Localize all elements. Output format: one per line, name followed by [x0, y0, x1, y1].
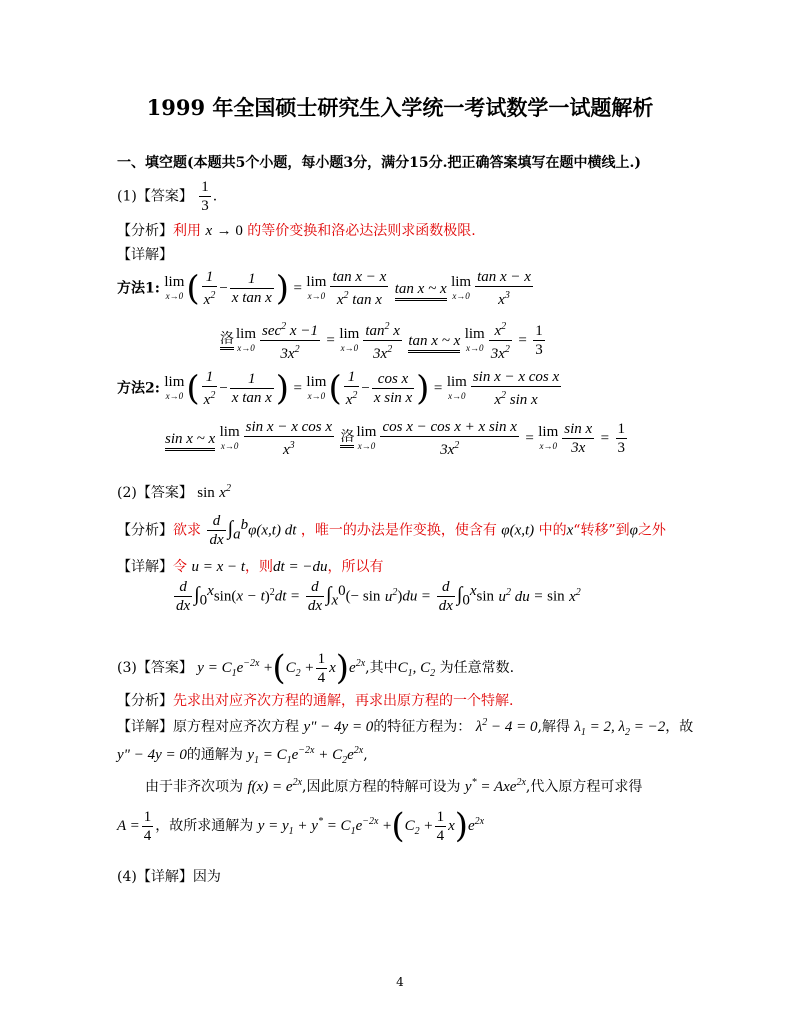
q1-method1-line1: 方法1: lim x→0 ( $\frac{1}{x^2}$ − $\frac{1}{\text{x tan x}}$ ) = lim x→0 $\frac{\text{tan x − x}}{x^2 \tan x}$ tan x ~ x lim x→0 $\frac{\text{tan x − x}}{x^3}$	[117, 268, 531, 309]
q3-number: (3)	[117, 660, 137, 676]
q2-number: (2)	[117, 485, 137, 501]
detail-tag: 【详解】	[136, 869, 193, 885]
analysis-tag: 【分析】	[117, 522, 173, 539]
q1-analysis: 【分析】利用 x → 0 的等价变换和洛必达法则求函数极限.	[117, 223, 476, 239]
section-heading: 一、填空题(本题共5个小题，每小题3分，满分15分.把正确答案填写在题中横线上.)	[117, 155, 641, 171]
q1-number: (1)	[117, 188, 137, 205]
analysis-tag: 【分析】	[117, 223, 173, 239]
q3-answer: (3)【答案】 $y = C_1e^{-2x} +(C_2$ + $\frac{1}{4}$ $x)e^{2x}$,其中$C_1$, $C_2$ 为任意常数.	[117, 648, 515, 688]
q3-detail-line2: y" − 4y = 0的通解为 $y_1 = C_1e^{-2x} + C_2e^{2x}$,	[117, 745, 368, 766]
q1-answer: (1)【答案】 $\frac{1}{3}$ .	[117, 179, 218, 214]
detail-tag: 【详解】	[117, 559, 173, 575]
analysis-tag: 【分析】	[117, 693, 173, 709]
q3-detail-line4: A = $\frac{1}{4}$ ，故所求通解为 $y = y_1 + y^* = C_1e^{-2x} +(C_2$ + $\frac{1}{4}$ $x)e^{2x}$	[117, 806, 485, 846]
q2-answer: (2)【答案】 $\sin x^2$	[117, 483, 231, 501]
q4-detail: (4)【详解】因为	[117, 869, 221, 885]
q3-analysis: 【分析】先求出对应齐次方程的通解，再求出原方程的一个特解.	[117, 693, 514, 709]
q1-detail-tag: 【详解】	[117, 247, 173, 263]
detail-tag: 【详解】	[117, 719, 173, 735]
q2-equation: $\frac{d}{dx}$ $\int_0^x\sin(x - t)^2dt$ = $\frac{d}{dx}$ $\int_x^0(- \sin u^2)du$ = $\frac{d}{dx}$ $\int_0^x\sin$ $u^2$ du = $\sin x^2$	[176, 579, 581, 614]
q4-number: (4)	[117, 869, 137, 885]
answer-tag: 【答案】	[136, 188, 193, 205]
q2-detail: 【详解】令 u = x − t，则dt = −du，所以有	[117, 559, 384, 575]
q1-method2-line2: sin x ~ x lim x→0 $\frac{\text{sin x − x cos x}}{x^3}$ 洛 lim x→0 $\frac{\text{cos x − cos x + x sin x}}{3x^2}$ = lim x→0 $\frac{\text{sin x}}{3x}$ = $\frac{1}{3}$	[165, 419, 626, 458]
q1-method1-line2: 洛 lim x→0 $\frac{\sec^2 x -1}{3x^2}$ = lim x→0 $\frac{\tan^2 x}{3x^2}$ tan x ~ x lim x→0 $\frac{x^2}{3x^2}$ = $\frac{1}{3}$	[220, 318, 547, 363]
q3-detail-line3: 由于非齐次项为 $f(x) = e^{2x}$,因此原方程的特解可设为 y* = Axe$^{2x}$,代入原方程可求得	[145, 777, 643, 795]
q3-detail-line1: 【详解】原方程对应齐次方程 y" − 4y = 0的特征方程为： $\lambda^2 - 4 = 0$,解得 $\lambda_1 = 2$, $\lambda_2 = -2$，故	[117, 717, 694, 738]
method1-label: 方法1:	[117, 280, 160, 297]
q2-analysis: 【分析】欲求 $\frac{d}{dx}$ $\int_a^b\varphi(x,t)$ dt ，唯一的办法是作变换，使含有 φ(x,t) 中的x“转移”到φ之外	[117, 513, 666, 548]
q1-method2-line1: 方法2: lim x→0 ( $\frac{1}{x^2}$ − $\frac{1}{\text{x tan x}}$ ) = lim x→0 ( $\frac{1}{x^2}$ − $\frac{\text{cos x}}{\text{x sin x}}$ ) = lim x→0 $\frac{\text{sin x − x cos x}}{x^2 \sin x}$	[117, 368, 560, 409]
answer-tag: 【答案】	[136, 485, 193, 501]
page-number: 4	[396, 975, 404, 989]
answer-tag: 【答案】	[136, 660, 193, 676]
page-title: 1999 年全国硕士研究生入学统一考试数学一试题解析	[146, 95, 654, 120]
method2-label: 方法2:	[117, 380, 160, 397]
